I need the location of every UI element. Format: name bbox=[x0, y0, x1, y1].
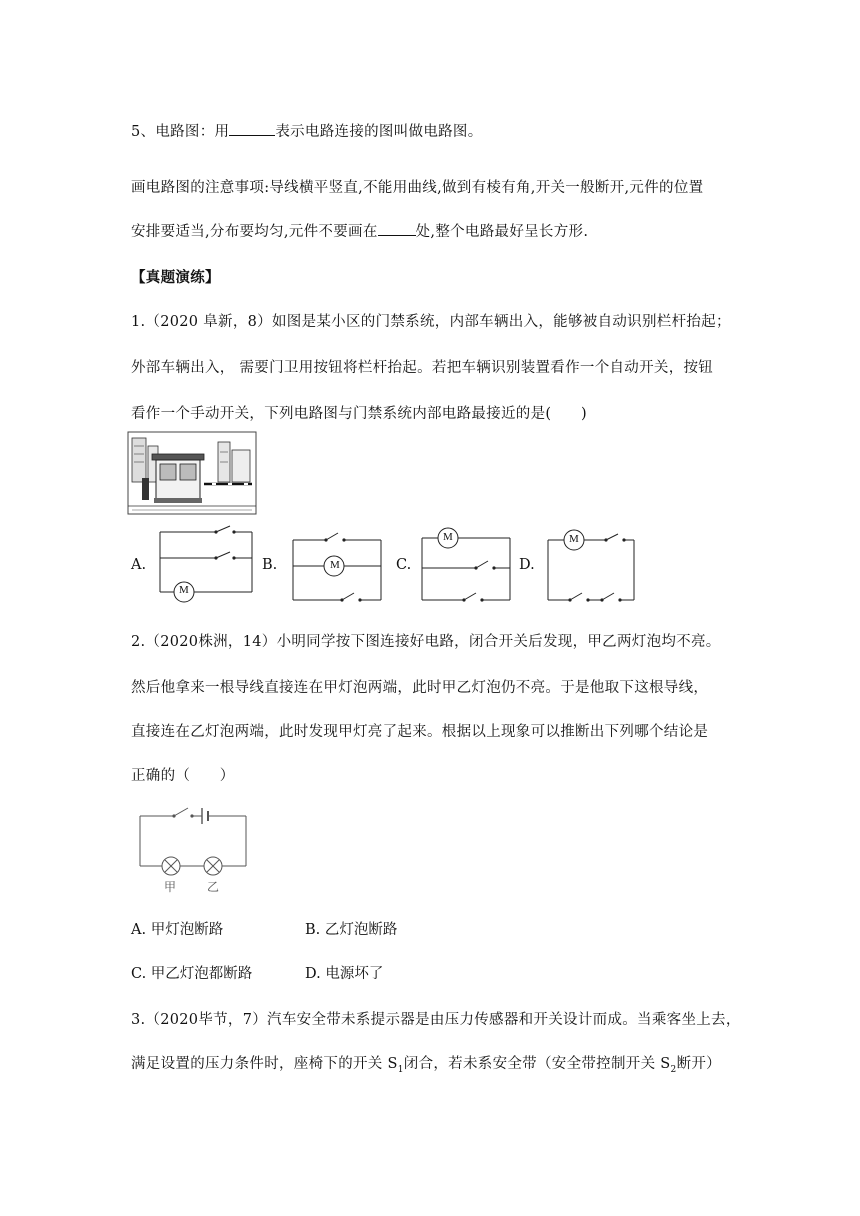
section5-line bbox=[131, 120, 483, 141]
gate-booth-image bbox=[128, 432, 256, 514]
q1-a-motor-symbol: M bbox=[179, 584, 189, 596]
q1-option-a-label[interactable]: A. bbox=[131, 557, 147, 573]
q1-d-motor-symbol: M bbox=[569, 533, 579, 545]
notes-line-2-prefix: 安排要适当,分布要均匀,元件不要画在 bbox=[131, 224, 378, 240]
q2-line-1: 2.（2020株洲，14）小明同学按下图连接好电路，闭合开关后发现，甲乙两灯泡均不亮。 bbox=[131, 634, 721, 650]
section5-suffix: 表示电路连接的图叫做电路图。 bbox=[275, 124, 483, 140]
q1-option-b-label[interactable]: B. bbox=[262, 557, 278, 573]
q1-line-2: 外部车辆出入， 需要门卫用按钮将栏杆抬起。若把车辆识别装置看作一个自动开关，按钮 bbox=[131, 360, 714, 376]
section5-prefix: 5、电路图：用 bbox=[131, 124, 230, 140]
notes-line-1: 画电路图的注意事项:导线横平竖直,不能用曲线,做到有棱有角,开关一般断开,元件的位置 bbox=[131, 180, 704, 196]
practice-heading: 【真题演练】 bbox=[131, 269, 220, 286]
s1-subscript: 1 bbox=[397, 1064, 404, 1075]
q2-option-a[interactable]: A. 甲灯泡断路 bbox=[131, 922, 224, 938]
q1-circuit-a bbox=[156, 524, 256, 606]
q2-line-4: 正确的（ ） bbox=[131, 768, 235, 784]
q2-option-d[interactable]: D. 电源坏了 bbox=[305, 966, 384, 982]
q1-circuit-d bbox=[544, 528, 640, 604]
q1-option-d-label[interactable]: D. bbox=[519, 557, 535, 573]
q2-lamp-1-label: 甲 bbox=[164, 880, 177, 894]
fill-blank[interactable] bbox=[378, 221, 416, 236]
q1-b-motor-symbol: M bbox=[330, 559, 340, 571]
q1-line-1: 1.（2020 阜新，8）如图是某小区的门禁系统，内部车辆出入，能够被自动识别栏杆抬起； bbox=[131, 314, 731, 330]
q1-circuit-c bbox=[418, 524, 514, 604]
fill-blank[interactable] bbox=[229, 121, 275, 136]
q2-option-b[interactable]: B. 乙灯泡断路 bbox=[305, 922, 398, 938]
s2-subscript: 2 bbox=[670, 1064, 677, 1075]
q1-c-motor-symbol: M bbox=[443, 531, 453, 543]
q1-line-3: 看作一个手动开关，下列电路图与门禁系统内部电路最接近的是( ) bbox=[131, 406, 587, 422]
q2-line-3: 直接连在乙灯泡两端，此时发现甲灯亮了起来。根据以上现象可以推断出下列哪个结论是 bbox=[131, 724, 709, 740]
q3-line-2-part-a: 满足设置的压力条件时，座椅下的开关 S bbox=[131, 1056, 398, 1072]
q3-line-2-part-c: 断开） bbox=[676, 1056, 721, 1072]
q2-option-c[interactable]: C. 甲乙灯泡都断路 bbox=[131, 966, 253, 982]
notes-line-2-suffix: 处,整个电路最好呈长方形. bbox=[415, 224, 589, 240]
notes-line-2 bbox=[131, 220, 588, 241]
q3-line-2 bbox=[131, 1052, 721, 1075]
q2-line-2: 然后他拿来一根导线直接连在甲灯泡两端，此时甲乙灯泡仍不亮。于是他取下这根导线， bbox=[131, 680, 709, 696]
q2-circuit bbox=[134, 800, 250, 878]
q3-line-2-part-b: 闭合，若未系安全带（安全带控制开关 S bbox=[403, 1056, 671, 1072]
q2-lamp-2-label: 乙 bbox=[207, 880, 220, 894]
q1-option-c-label[interactable]: C. bbox=[396, 557, 412, 573]
q3-line-1: 3.（2020毕节，7）汽车安全带未系提示器是由压力传感器和开关设计而成。当乘客坐上去， bbox=[131, 1012, 741, 1028]
